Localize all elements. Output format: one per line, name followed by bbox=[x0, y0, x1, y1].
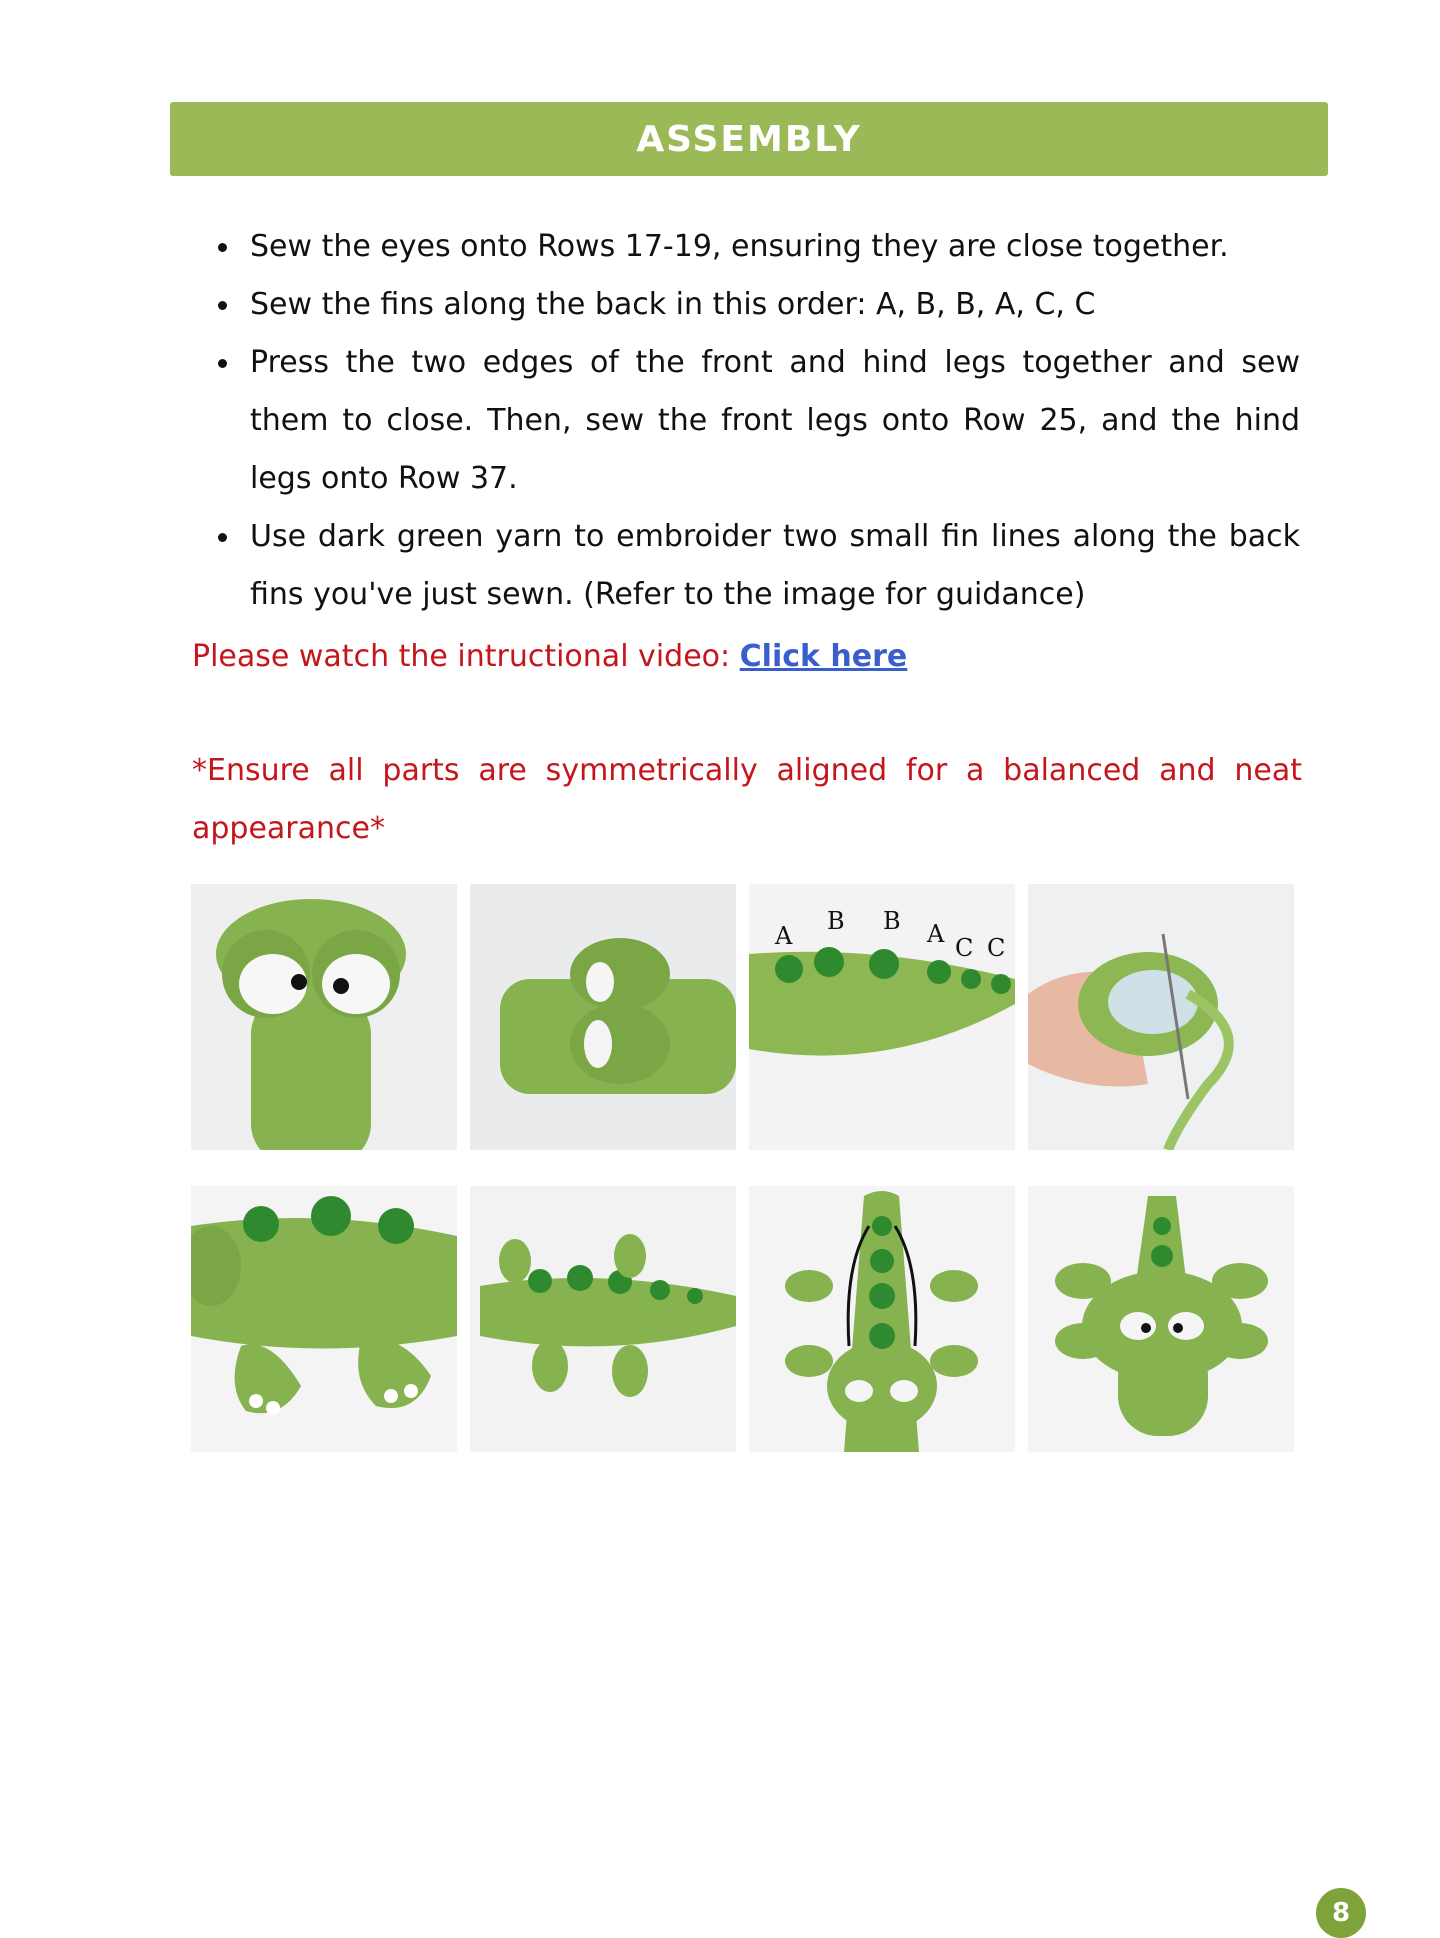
photo-finished-front bbox=[1028, 1186, 1294, 1452]
section-banner bbox=[170, 102, 1328, 176]
bullet-icon bbox=[218, 533, 227, 542]
photo-fin-order bbox=[749, 884, 1015, 1150]
fin-label: A bbox=[927, 920, 945, 948]
photo-grid bbox=[191, 884, 1297, 1452]
fin-label: C bbox=[987, 934, 1006, 962]
photo-eyes-closeup bbox=[191, 884, 457, 1150]
photo-sewing-leg bbox=[1028, 884, 1294, 1150]
photo-top-embroidery bbox=[749, 1186, 1015, 1452]
fin-label: B bbox=[883, 907, 901, 935]
instruction-item: Sew the eyes onto Rows 17-19, ensuring they are close together. bbox=[190, 218, 1300, 276]
instruction-item: Use dark green yarn to embroider two small fin lines along the back fins you've just sewn. (Refer to the image for guidance) bbox=[190, 508, 1300, 624]
bullet-icon bbox=[218, 359, 227, 368]
photo-head-side bbox=[470, 884, 736, 1150]
photo-legs-attached bbox=[191, 1186, 457, 1452]
photo-full-side bbox=[470, 1186, 736, 1452]
alignment-note: *Ensure all parts are symmetrically aligned for a balanced and neat appearance* bbox=[192, 753, 1302, 846]
video-link[interactable]: Click here bbox=[739, 639, 908, 674]
fin-label: B bbox=[827, 907, 845, 935]
page-number: 8 bbox=[1316, 1888, 1366, 1938]
bullet-icon bbox=[218, 301, 227, 310]
fin-label: A bbox=[775, 922, 793, 950]
fin-label: C bbox=[955, 934, 974, 962]
instruction-item: Sew the fins along the back in this order: A, B, B, A, C, C bbox=[190, 276, 1300, 334]
video-prompt bbox=[192, 628, 1302, 686]
bullet-icon bbox=[218, 243, 227, 252]
instruction-list bbox=[190, 218, 1300, 624]
instruction-item: Press the two edges of the front and hind legs together and sew them to close. Then, sew the front legs onto Row 25, and the hind legs onto Row 37. bbox=[190, 334, 1300, 508]
video-prompt-text: Please watch the intructional video: bbox=[192, 639, 740, 674]
section-title: ASSEMBLY bbox=[636, 118, 862, 160]
